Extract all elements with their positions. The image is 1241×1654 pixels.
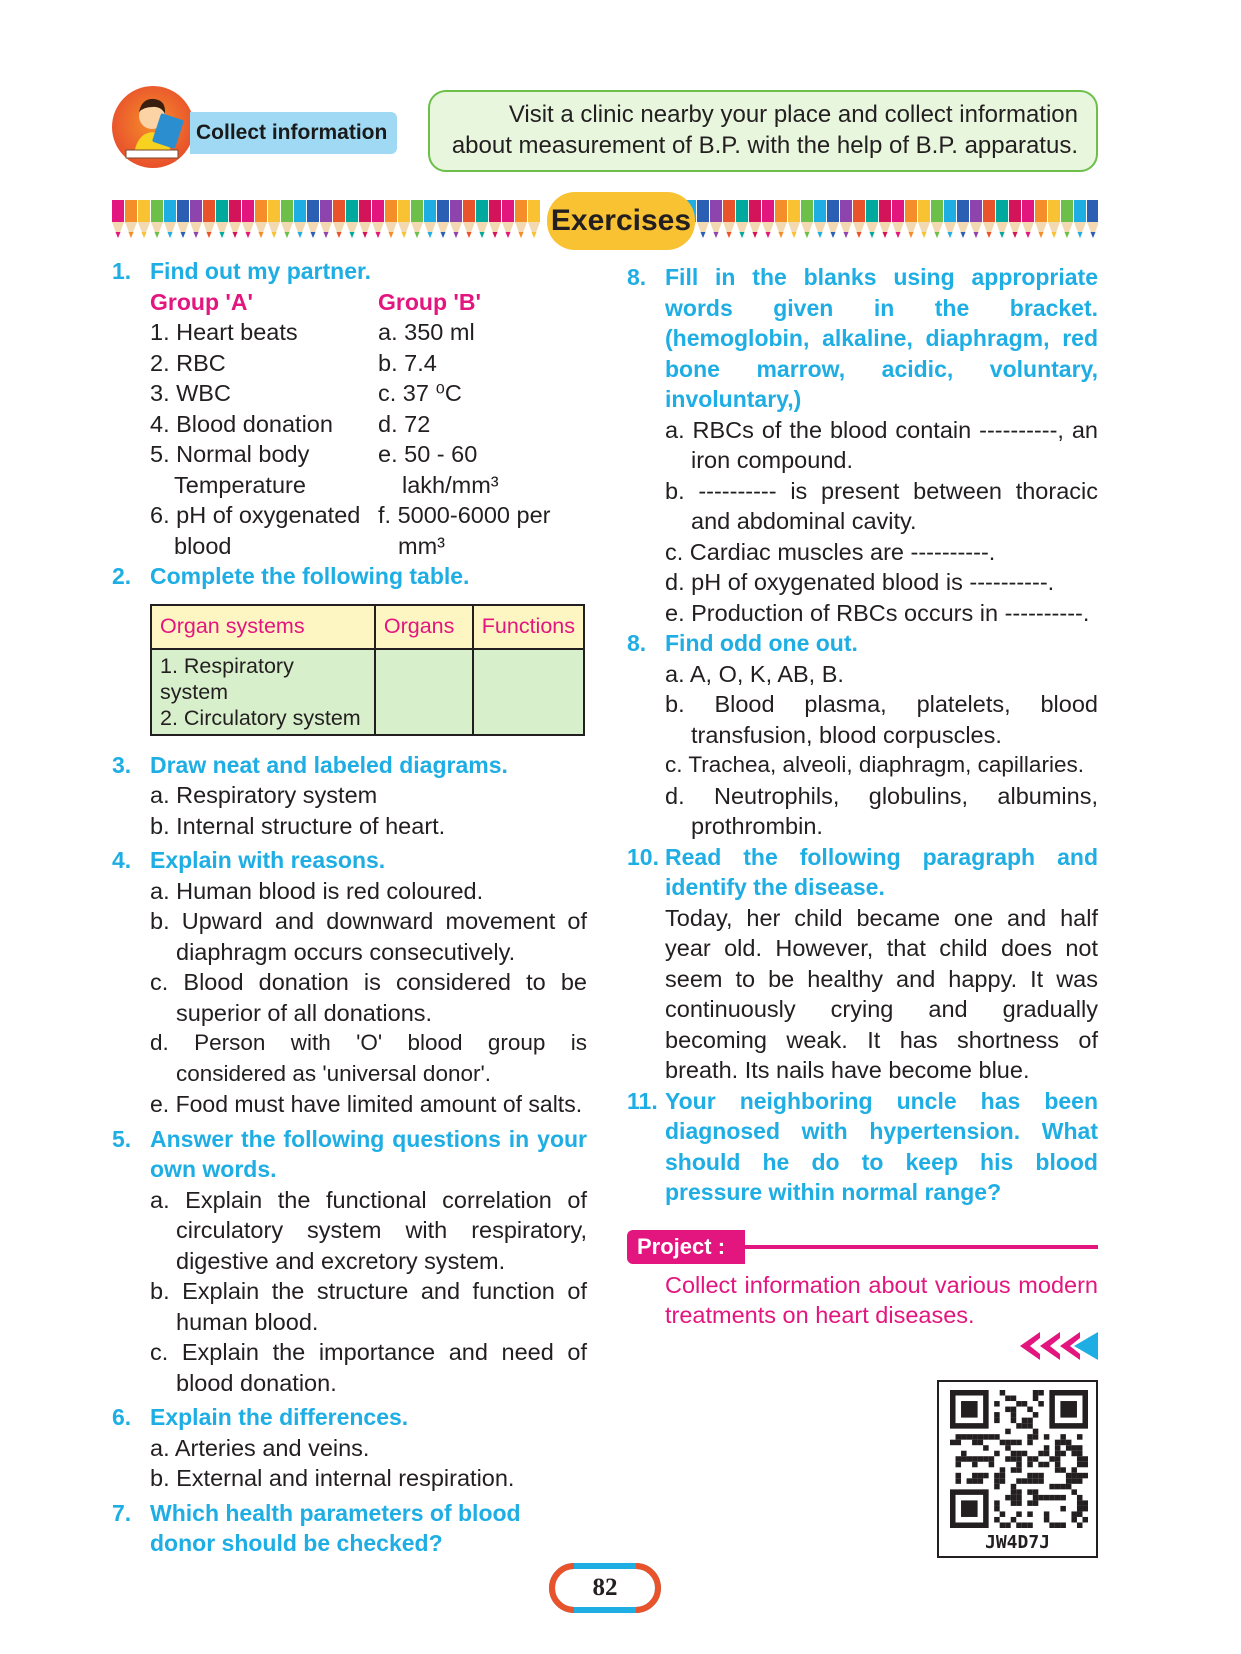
exercises-title: Exercises xyxy=(547,192,695,250)
question-title: Fill in the blanks using appropriate words given in the bracket. (hemoglobin, alkaline, diaphragm, red bone marrow, acidic, voluntary, involuntary,) xyxy=(665,264,1098,412)
group-a-item: 1. Heart beats xyxy=(150,319,298,345)
group-a-item: Temperature xyxy=(174,471,306,498)
list-item: a. Explain the functional correlation of circulatory system with respiratory, digestive and excretory system. xyxy=(150,1186,587,1274)
group-b-column xyxy=(378,287,550,562)
group-b-item: a. 350 ml xyxy=(378,319,475,345)
question-title: Complete the following table. xyxy=(150,563,470,589)
qr-code-icon xyxy=(950,1390,1088,1528)
question-8-fill-blanks xyxy=(627,262,1098,628)
question-title: Draw neat and labeled diagrams. xyxy=(150,751,508,778)
table-cell xyxy=(151,649,375,735)
collect-text-line-2: about measurement of B.P. with the help of B.P. apparatus. xyxy=(451,131,1078,159)
group-a-item: 2. RBC xyxy=(150,349,226,376)
question-number: 11. xyxy=(627,1087,658,1114)
question-title: Answer the following questions in your own words. xyxy=(150,1125,587,1182)
question-5 xyxy=(112,1124,587,1399)
back-arrows-icon xyxy=(1018,1330,1100,1362)
group-a-item: 3. WBC xyxy=(150,380,231,406)
project-label: Project : xyxy=(627,1230,745,1264)
group-b-item: lakh/mm³ xyxy=(402,471,499,498)
list-item: e. Food must have limited amount of salts. xyxy=(150,1091,583,1117)
list-item: a. Respiratory system xyxy=(150,782,378,808)
list-item: b. Upward and downward movement of diaphragm occurs consecutively. xyxy=(150,908,587,965)
list-item: c. Trachea, alveoli, diaphragm, capillaries. xyxy=(665,752,1084,777)
question-number: 8. xyxy=(627,264,647,290)
list-item: d. pH of oxygenated blood is ----------. xyxy=(665,569,1055,595)
table-header: Organs xyxy=(375,605,473,649)
list-item: b. Explain the structure and function of human blood. xyxy=(150,1278,587,1335)
question-number: 5. xyxy=(112,1125,132,1152)
project-divider xyxy=(745,1245,1098,1249)
paragraph: Today, her child became one and half year old. However, that child does not seem to be healthy and happy. It was continuously crying and gradually becoming weak. It has shortness of breath. Its nails have become blue. xyxy=(665,904,1098,1083)
question-title: Read the following paragraph and identify the disease. xyxy=(665,843,1098,900)
question-number: 8. xyxy=(627,630,647,656)
question-title: Explain the differences. xyxy=(150,1404,409,1430)
group-b-item: b. 7.4 xyxy=(378,349,437,376)
qr-code-label: JW4D7J xyxy=(984,1532,1051,1553)
list-item: d. Neutrophils, globulins, albumins, prothrombin. xyxy=(665,782,1098,839)
list-item: d. Person with 'O' blood group is considered as 'universal donor'. xyxy=(150,1030,587,1086)
table-cell-empty xyxy=(473,649,584,735)
reading-boy-icon xyxy=(112,86,194,168)
list-item: c. Explain the importance and need of blood donation. xyxy=(150,1339,587,1396)
question-title: Your neighboring uncle has been diagnosed with hypertension. What should he do to keep his blood pressure within normal range? xyxy=(665,1087,1098,1205)
organ-systems-table xyxy=(150,604,585,736)
question-number: 1. xyxy=(112,258,132,284)
organ-system-row: 1. Respiratory system xyxy=(160,653,294,704)
question-10 xyxy=(627,842,1098,1086)
question-number: 2. xyxy=(112,563,132,589)
question-title: Which health parameters of blood donor should be checked? xyxy=(150,1499,521,1556)
collect-information-label: Collect information xyxy=(190,112,397,154)
group-a-heading: Group 'A' xyxy=(150,288,253,315)
group-b-item: mm³ xyxy=(398,532,445,559)
question-4 xyxy=(112,845,587,1120)
list-item: a. Human blood is red coloured. xyxy=(150,877,484,904)
collect-text-line-1: Visit a clinic nearby your place and collect information xyxy=(508,101,1078,128)
right-column xyxy=(627,262,1098,1331)
list-item: a. Arteries and veins. xyxy=(150,1434,370,1461)
project-text: Collect information about various modern treatments on heart diseases. xyxy=(665,1271,1098,1328)
list-item: b. ---------- is present between thoracic and abdominal cavity. xyxy=(665,477,1098,534)
question-7 xyxy=(112,1498,587,1559)
list-item: b. Blood plasma, platelets, blood transfusion, blood corpuscles. xyxy=(665,691,1098,748)
group-b-item: e. 50 - 60 xyxy=(378,441,478,467)
project-header xyxy=(627,1230,1098,1264)
group-a-column xyxy=(150,287,378,562)
group-a-item: 5. Normal body xyxy=(150,441,310,467)
table-header: Organ systems xyxy=(151,605,375,649)
group-b-item: c. 37 ⁰C xyxy=(378,380,462,406)
list-item: b. Internal structure of heart. xyxy=(150,812,446,839)
group-a-item: blood xyxy=(174,532,232,559)
question-11 xyxy=(627,1086,1098,1208)
list-item: c. Blood donation is considered to be superior of all donations. xyxy=(150,969,587,1026)
table-cell-empty xyxy=(375,649,473,735)
question-number: 7. xyxy=(112,1499,132,1526)
organ-system-row: 2. Circulatory system xyxy=(160,705,361,730)
qr-code-box xyxy=(937,1380,1098,1558)
left-column xyxy=(112,256,587,1559)
group-a-item: 6. pH of oxygenated xyxy=(150,502,361,528)
list-item: a. RBCs of the blood contain ----------, an iron compound. xyxy=(665,416,1098,473)
group-b-item: d. 72 xyxy=(378,410,431,437)
question-1 xyxy=(112,256,587,561)
list-item: e. Production of RBCs occurs in ----------. xyxy=(665,599,1090,626)
table-header: Functions xyxy=(473,605,584,649)
page-number-badge xyxy=(549,1563,661,1613)
group-b-heading: Group 'B' xyxy=(378,288,481,315)
collect-information-badge xyxy=(112,86,397,168)
question-title: Find odd one out. xyxy=(665,630,858,656)
question-6 xyxy=(112,1402,587,1494)
question-title: Explain with reasons. xyxy=(150,847,386,873)
question-3 xyxy=(112,750,587,842)
question-number: 4. xyxy=(112,847,132,873)
group-b-item: f. 5000-6000 per xyxy=(378,502,551,528)
question-2 xyxy=(112,561,587,736)
question-8-odd-one-out xyxy=(627,628,1098,842)
question-number: 6. xyxy=(112,1404,132,1430)
list-item: a. A, O, K, AB, B. xyxy=(665,660,844,687)
question-number: 3. xyxy=(112,751,132,778)
match-table xyxy=(112,287,587,562)
list-item: c. Cardiac muscles are ----------. xyxy=(665,538,996,565)
group-a-item: 4. Blood donation xyxy=(150,410,333,437)
collect-information-box xyxy=(428,90,1098,172)
page-number: 82 xyxy=(592,1574,618,1601)
question-number: 10. xyxy=(627,843,659,870)
question-title: Find out my partner. xyxy=(150,258,372,284)
list-item: b. External and internal respiration. xyxy=(150,1465,515,1491)
